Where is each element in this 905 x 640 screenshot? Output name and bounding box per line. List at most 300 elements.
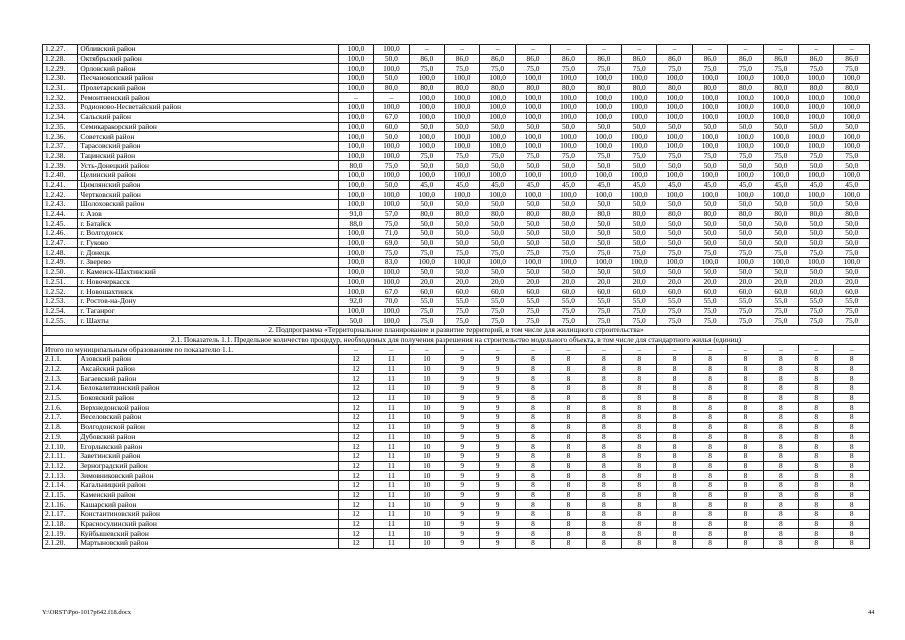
value-cell: 8 [834, 364, 870, 374]
row-code: 2.1.5. [43, 393, 78, 403]
value-cell: 8 [728, 519, 763, 529]
value-cell: 75,0 [586, 151, 621, 161]
subprogram-title-row [43, 325, 870, 335]
value-cell: 12 [338, 451, 373, 461]
value-cell: 8 [834, 384, 870, 394]
value-cell: 8 [763, 364, 798, 374]
value-cell: 100,0 [551, 170, 586, 180]
footer-file-path: Y:\ORST\Ppo-1017p642.f18.docx [42, 609, 131, 616]
value-cell: 8 [586, 539, 621, 549]
row-name: Тацинский район [78, 151, 338, 161]
row-code: 1.2.55. [43, 316, 78, 326]
value-cell: 8 [692, 500, 727, 510]
value-cell: 100,0 [480, 190, 515, 200]
value-cell: – [338, 93, 373, 103]
value-cell: 12 [338, 500, 373, 510]
row-code: 1.2.36. [43, 132, 78, 142]
table-row [43, 296, 870, 306]
value-cell: 75,0 [622, 64, 657, 74]
table-row [43, 161, 870, 171]
value-cell: 8 [692, 413, 727, 423]
value-cell: 50,0 [834, 161, 870, 171]
row-code: 2.1.20. [43, 539, 78, 549]
value-cell: 100,0 [657, 112, 692, 122]
value-cell: 9 [445, 519, 480, 529]
value-cell: 100,0 [374, 316, 409, 326]
value-cell: 100,0 [551, 258, 586, 268]
value-cell: – [622, 45, 657, 55]
value-cell: 75,0 [480, 151, 515, 161]
value-cell: 8 [799, 403, 834, 413]
value-cell: – [799, 45, 834, 55]
value-cell: 80,0 [480, 209, 515, 219]
row-code: 1.2.43. [43, 200, 78, 210]
value-cell: 75,0 [763, 151, 798, 161]
value-cell: 50,0 [586, 122, 621, 132]
table-row [43, 64, 870, 74]
value-cell: 80,0 [586, 83, 621, 93]
value-cell: 50,0 [622, 238, 657, 248]
value-cell: 8 [551, 422, 586, 432]
value-cell: 100,0 [728, 190, 763, 200]
row-name: г. Новошахтинск [78, 287, 338, 297]
value-cell: – [445, 45, 480, 55]
value-cell: 8 [622, 403, 657, 413]
value-cell: 20,0 [551, 277, 586, 287]
value-cell: 50,0 [763, 267, 798, 277]
value-cell: 100,0 [586, 190, 621, 200]
value-cell: 11 [374, 393, 409, 403]
value-cell: 60,0 [692, 287, 727, 297]
table-row [43, 219, 870, 229]
value-cell: 75,0 [374, 248, 409, 258]
value-cell: 8 [763, 393, 798, 403]
value-cell: 8 [834, 374, 870, 384]
value-cell: 86,0 [515, 54, 550, 64]
value-cell: 50,0 [622, 229, 657, 239]
row-code: 1.2.27. [43, 45, 78, 55]
value-cell: 8 [586, 480, 621, 490]
value-cell: 8 [799, 374, 834, 384]
row-code: 1.2.41. [43, 180, 78, 190]
value-cell: 75,0 [622, 306, 657, 316]
value-cell: 8 [622, 500, 657, 510]
value-cell: 80,0 [409, 209, 444, 219]
value-cell: 80,0 [445, 83, 480, 93]
value-cell: 75,0 [657, 64, 692, 74]
value-cell: 8 [515, 519, 550, 529]
row-name: Пролетарский район [78, 83, 338, 93]
value-cell: 100,0 [551, 93, 586, 103]
value-cell: 8 [799, 529, 834, 539]
value-cell: 11 [374, 422, 409, 432]
value-cell: 50,0 [622, 122, 657, 132]
value-cell: 11 [374, 461, 409, 471]
value-cell: 75,0 [551, 64, 586, 74]
value-cell: 50,0 [480, 200, 515, 210]
row-code: 2.1.4. [43, 384, 78, 394]
value-cell: 75,0 [799, 64, 834, 74]
value-cell: 50,0 [480, 238, 515, 248]
value-cell: 50,0 [480, 122, 515, 132]
value-cell: 60,0 [374, 122, 409, 132]
value-cell: 100,0 [338, 190, 373, 200]
value-cell: 75,0 [445, 248, 480, 258]
table-row [43, 93, 870, 103]
value-cell: 12 [338, 364, 373, 374]
value-cell: 75,0 [515, 316, 550, 326]
value-cell: 50,0 [586, 238, 621, 248]
value-cell: 8 [799, 461, 834, 471]
value-cell: 100,0 [586, 93, 621, 103]
value-cell: 12 [338, 374, 373, 384]
value-cell: 8 [692, 432, 727, 442]
value-cell: 8 [692, 529, 727, 539]
value-cell: 9 [480, 539, 515, 549]
value-cell: 100,0 [480, 103, 515, 113]
value-cell: 8 [692, 510, 727, 520]
value-cell: 50,0 [692, 122, 727, 132]
value-cell: 9 [480, 442, 515, 452]
value-cell: 8 [728, 471, 763, 481]
row-name: Цимлянский район [78, 180, 338, 190]
value-cell: 8 [799, 500, 834, 510]
value-cell: 8 [763, 384, 798, 394]
value-cell: 50,0 [338, 316, 373, 326]
total-value-cell: – [409, 345, 444, 355]
value-cell: 8 [657, 451, 692, 461]
value-cell: 100,0 [586, 74, 621, 84]
value-cell: 55,0 [728, 296, 763, 306]
value-cell: 8 [551, 510, 586, 520]
value-cell: 10 [409, 355, 444, 365]
value-cell: 100,0 [551, 141, 586, 151]
row-code: 2.1.14. [43, 480, 78, 490]
value-cell: 45,0 [622, 180, 657, 190]
value-cell: 50,0 [515, 200, 550, 210]
value-cell: 12 [338, 432, 373, 442]
value-cell: 8 [657, 539, 692, 549]
row-name: Чертковский район [78, 190, 338, 200]
value-cell: 75,0 [515, 151, 550, 161]
value-cell: 100,0 [763, 103, 798, 113]
value-cell: 50,0 [799, 161, 834, 171]
value-cell: 100,0 [728, 93, 763, 103]
value-cell: 9 [480, 451, 515, 461]
value-cell: 8 [586, 403, 621, 413]
value-cell: 9 [480, 480, 515, 490]
row-code: 1.2.44. [43, 209, 78, 219]
value-cell: 75,0 [692, 151, 727, 161]
value-cell: 75,0 [586, 248, 621, 258]
value-cell: 50,0 [445, 267, 480, 277]
value-cell: 9 [480, 519, 515, 529]
value-cell: 9 [480, 471, 515, 481]
table-row [43, 355, 870, 365]
table-row [43, 432, 870, 442]
value-cell: 11 [374, 413, 409, 423]
value-cell: 100,0 [374, 306, 409, 316]
value-cell: 75,0 [409, 306, 444, 316]
value-cell: 8 [515, 461, 550, 471]
value-cell: 50,0 [409, 122, 444, 132]
value-cell: 20,0 [480, 277, 515, 287]
value-cell: 8 [692, 403, 727, 413]
value-cell: 9 [445, 451, 480, 461]
row-code: 2.1.8. [43, 422, 78, 432]
row-name: г. Зверево [78, 258, 338, 268]
value-cell: 100,0 [515, 112, 550, 122]
value-cell: 8 [622, 529, 657, 539]
value-cell: 45,0 [515, 180, 550, 190]
value-cell: – [657, 45, 692, 55]
value-cell: 86,0 [728, 54, 763, 64]
value-cell: 75,0 [515, 306, 550, 316]
value-cell: 100,0 [799, 93, 834, 103]
section-2-header [43, 325, 870, 354]
value-cell: 8 [622, 461, 657, 471]
total-value-cell: – [692, 345, 727, 355]
value-cell: – [728, 45, 763, 55]
value-cell: 100,0 [622, 74, 657, 84]
value-cell: 80,0 [480, 83, 515, 93]
value-cell: 45,0 [551, 180, 586, 190]
value-cell: 8 [763, 432, 798, 442]
value-cell: 8 [763, 403, 798, 413]
table-row [43, 403, 870, 413]
value-cell: 8 [551, 539, 586, 549]
value-cell: 86,0 [799, 54, 834, 64]
section-2-rows [43, 355, 870, 549]
table-row [43, 209, 870, 219]
value-cell: 86,0 [834, 54, 870, 64]
row-code: 1.2.40. [43, 170, 78, 180]
value-cell: 50,0 [657, 161, 692, 171]
row-name: г. Волгодонск [78, 229, 338, 239]
value-cell: 100,0 [586, 141, 621, 151]
value-cell: 10 [409, 384, 444, 394]
row-name: г. Шахты [78, 316, 338, 326]
value-cell: 50,0 [551, 238, 586, 248]
value-cell: 10 [409, 539, 444, 549]
row-code: 1.2.33. [43, 103, 78, 113]
value-cell: 11 [374, 510, 409, 520]
value-cell: 100,0 [834, 258, 870, 268]
row-code: 1.2.35. [43, 122, 78, 132]
value-cell: – [551, 45, 586, 55]
value-cell: 9 [445, 480, 480, 490]
value-cell: 50,0 [692, 238, 727, 248]
value-cell: 50,0 [728, 219, 763, 229]
table-row [43, 539, 870, 549]
value-cell: 50,0 [799, 229, 834, 239]
value-cell: 20,0 [834, 277, 870, 287]
value-cell: 100,0 [409, 170, 444, 180]
value-cell: 100,0 [338, 122, 373, 132]
value-cell: 100,0 [657, 258, 692, 268]
value-cell: 8 [799, 432, 834, 442]
value-cell: 100,0 [515, 132, 550, 142]
value-cell: 100,0 [445, 132, 480, 142]
value-cell: 100,0 [409, 132, 444, 142]
value-cell: 8 [692, 422, 727, 432]
value-cell: 8 [622, 384, 657, 394]
value-cell: 50,0 [445, 229, 480, 239]
value-cell: 8 [515, 413, 550, 423]
value-cell: 50,0 [515, 219, 550, 229]
value-cell: 100,0 [551, 132, 586, 142]
value-cell: 8 [657, 422, 692, 432]
row-name: Веселовский район [78, 413, 338, 423]
value-cell: 100,0 [480, 170, 515, 180]
value-cell: 11 [374, 500, 409, 510]
value-cell: 100,0 [338, 229, 373, 239]
value-cell: 100,0 [338, 248, 373, 258]
row-name: г. Азов [78, 209, 338, 219]
value-cell: 50,0 [515, 161, 550, 171]
table-row [43, 103, 870, 113]
value-cell: 8 [622, 480, 657, 490]
value-cell: 8 [515, 471, 550, 481]
row-name: г. Новочеркасск [78, 277, 338, 287]
value-cell: 50,0 [586, 267, 621, 277]
value-cell: 20,0 [445, 277, 480, 287]
value-cell: 8 [622, 393, 657, 403]
value-cell: 100,0 [834, 103, 870, 113]
value-cell: 80,0 [799, 83, 834, 93]
value-cell: 50,0 [834, 229, 870, 239]
value-cell: 100,0 [763, 258, 798, 268]
value-cell: 75,0 [622, 151, 657, 161]
value-cell: 8 [834, 519, 870, 529]
value-cell: 8 [799, 471, 834, 481]
value-cell: 100,0 [445, 112, 480, 122]
value-cell: 50,0 [728, 229, 763, 239]
value-cell: 60,0 [834, 287, 870, 297]
value-cell: 9 [445, 422, 480, 432]
value-cell: 50,0 [692, 219, 727, 229]
value-cell: 75,0 [622, 316, 657, 326]
value-cell: 10 [409, 519, 444, 529]
table-row [43, 180, 870, 190]
value-cell: 100,0 [409, 74, 444, 84]
value-cell: 100,0 [622, 112, 657, 122]
value-cell: 100,0 [692, 190, 727, 200]
value-cell: 100,0 [728, 74, 763, 84]
value-cell: 8 [834, 500, 870, 510]
value-cell: 75,0 [763, 316, 798, 326]
value-cell: 9 [480, 461, 515, 471]
value-cell: 100,0 [338, 306, 373, 316]
value-cell: 50,0 [586, 229, 621, 239]
value-cell: 100,0 [657, 74, 692, 84]
value-cell: 12 [338, 413, 373, 423]
value-cell: 100,0 [834, 112, 870, 122]
value-cell: 100,0 [551, 190, 586, 200]
value-cell: 11 [374, 442, 409, 452]
value-cell: 100,0 [799, 74, 834, 84]
row-code: 2.1.18. [43, 519, 78, 529]
value-cell: 67,0 [374, 112, 409, 122]
value-cell: 100,0 [515, 190, 550, 200]
value-cell: 8 [763, 355, 798, 365]
value-cell: 100,0 [763, 112, 798, 122]
value-cell: 12 [338, 539, 373, 549]
row-code: 2.1.9. [43, 432, 78, 442]
value-cell: 75,0 [763, 64, 798, 74]
value-cell: 100,0 [834, 170, 870, 180]
value-cell: 100,0 [763, 141, 798, 151]
value-cell: 100,0 [338, 132, 373, 142]
table-row [43, 422, 870, 432]
value-cell: 10 [409, 413, 444, 423]
value-cell: 8 [799, 451, 834, 461]
value-cell: 8 [728, 451, 763, 461]
value-cell: 11 [374, 529, 409, 539]
value-cell: 50,0 [834, 219, 870, 229]
value-cell: 50,0 [515, 229, 550, 239]
value-cell: 8 [692, 442, 727, 452]
value-cell: 57,0 [374, 209, 409, 219]
value-cell: 100,0 [551, 103, 586, 113]
value-cell: 50,0 [515, 122, 550, 132]
value-cell: 75,0 [763, 248, 798, 258]
value-cell: 75,0 [515, 248, 550, 258]
total-value-cell: – [799, 345, 834, 355]
value-cell: 50,0 [692, 200, 727, 210]
value-cell: 100,0 [338, 112, 373, 122]
value-cell: 9 [445, 529, 480, 539]
value-cell: 8 [586, 432, 621, 442]
value-cell: 8 [728, 461, 763, 471]
value-cell: 8 [834, 510, 870, 520]
value-cell: 10 [409, 442, 444, 452]
value-cell: 11 [374, 384, 409, 394]
value-cell: 8 [728, 413, 763, 423]
value-cell: 100,0 [409, 103, 444, 113]
value-cell: 8 [692, 451, 727, 461]
value-cell: 55,0 [657, 296, 692, 306]
total-value-cell: – [445, 345, 480, 355]
value-cell: 8 [551, 432, 586, 442]
row-code: 1.2.47. [43, 238, 78, 248]
row-name: Константиновский район [78, 510, 338, 520]
value-cell: 80,0 [445, 209, 480, 219]
value-cell: 8 [799, 490, 834, 500]
value-cell: 100,0 [338, 180, 373, 190]
value-cell: 45,0 [763, 180, 798, 190]
value-cell: 70,0 [374, 296, 409, 306]
value-cell: 9 [445, 490, 480, 500]
value-cell: 10 [409, 490, 444, 500]
row-code: 1.2.32. [43, 93, 78, 103]
value-cell: 8 [657, 500, 692, 510]
value-cell: 100,0 [728, 103, 763, 113]
value-cell: 50,0 [409, 161, 444, 171]
value-cell: 100,0 [445, 74, 480, 84]
value-cell: 50,0 [622, 200, 657, 210]
value-cell: 80,0 [728, 83, 763, 93]
value-cell: 8 [799, 364, 834, 374]
value-cell: 10 [409, 364, 444, 374]
value-cell: 8 [551, 451, 586, 461]
value-cell: 8 [763, 422, 798, 432]
value-cell: 100,0 [657, 132, 692, 142]
value-cell: 75,0 [445, 316, 480, 326]
value-cell: 8 [834, 393, 870, 403]
row-code: 2.1.13. [43, 471, 78, 481]
value-cell: 50,0 [692, 229, 727, 239]
